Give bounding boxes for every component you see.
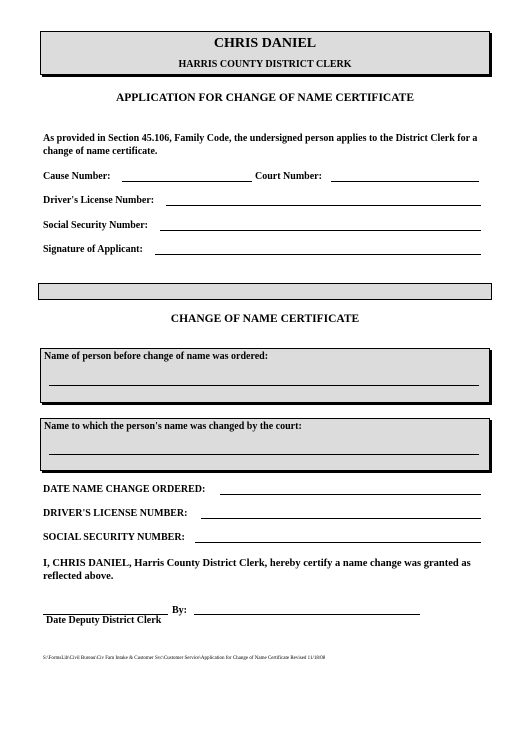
application-title: APPLICATION FOR CHANGE OF NAME CERTIFICATE <box>115 92 415 104</box>
cert-ssn-field[interactable] <box>195 542 481 543</box>
intro-paragraph: As provided in Section 45.106, Family Code, the undersigned person applies to the District Clerk for a change of name certificate. <box>43 133 478 157</box>
section-divider <box>38 283 492 300</box>
drivers-license-label: Driver's License Number: <box>43 195 155 206</box>
court-number-field[interactable] <box>331 181 479 182</box>
signature-label: Signature of Applicant: <box>43 244 143 255</box>
clerk-name: CHRIS DANIEL <box>213 36 317 51</box>
cause-number-field[interactable] <box>122 181 252 182</box>
certificate-title: CHANGE OF NAME CERTIFICATE <box>170 313 360 325</box>
name-before-box[interactable] <box>40 348 490 403</box>
name-after-line <box>49 454 479 455</box>
deputy-signature-line[interactable] <box>194 614 420 615</box>
footer-file-path: S:\FormsLib\Civil Bureau\Civ Fam Intake & Customer Svc\Customer Service\Application for Change of Name Certificate Revised 11/18/08 <box>43 656 326 661</box>
drivers-license-field[interactable] <box>166 205 481 206</box>
date-ordered-field[interactable] <box>220 494 481 495</box>
name-after-label: Name to which the person's name was changed by the court: <box>44 421 302 432</box>
cert-drivers-license-field[interactable] <box>201 518 481 519</box>
ssn-label: Social Security Number: <box>43 220 148 231</box>
cert-ssn-label: SOCIAL SECURITY NUMBER: <box>43 532 185 543</box>
cert-drivers-license-label: DRIVER'S LICENSE NUMBER: <box>43 508 188 519</box>
clerk-title: HARRIS COUNTY DISTRICT CLERK <box>178 59 352 70</box>
cause-number-label: Cause Number: <box>43 171 111 182</box>
date-deputy-label: Date Deputy District Clerk <box>46 615 162 626</box>
court-number-label: Court Number: <box>255 171 322 182</box>
by-label: By: <box>172 605 187 616</box>
signature-field[interactable] <box>155 254 481 255</box>
ssn-field[interactable] <box>160 230 481 231</box>
certification-statement: I, CHRIS DANIEL, Harris County District Clerk, hereby certify a name change was granted as reflected above. <box>43 558 471 582</box>
date-ordered-label: DATE NAME CHANGE ORDERED: <box>43 484 206 495</box>
name-before-label: Name of person before change of name was ordered: <box>44 351 269 362</box>
name-before-line <box>49 385 479 386</box>
header-box <box>40 31 490 75</box>
name-after-box[interactable] <box>40 418 490 471</box>
